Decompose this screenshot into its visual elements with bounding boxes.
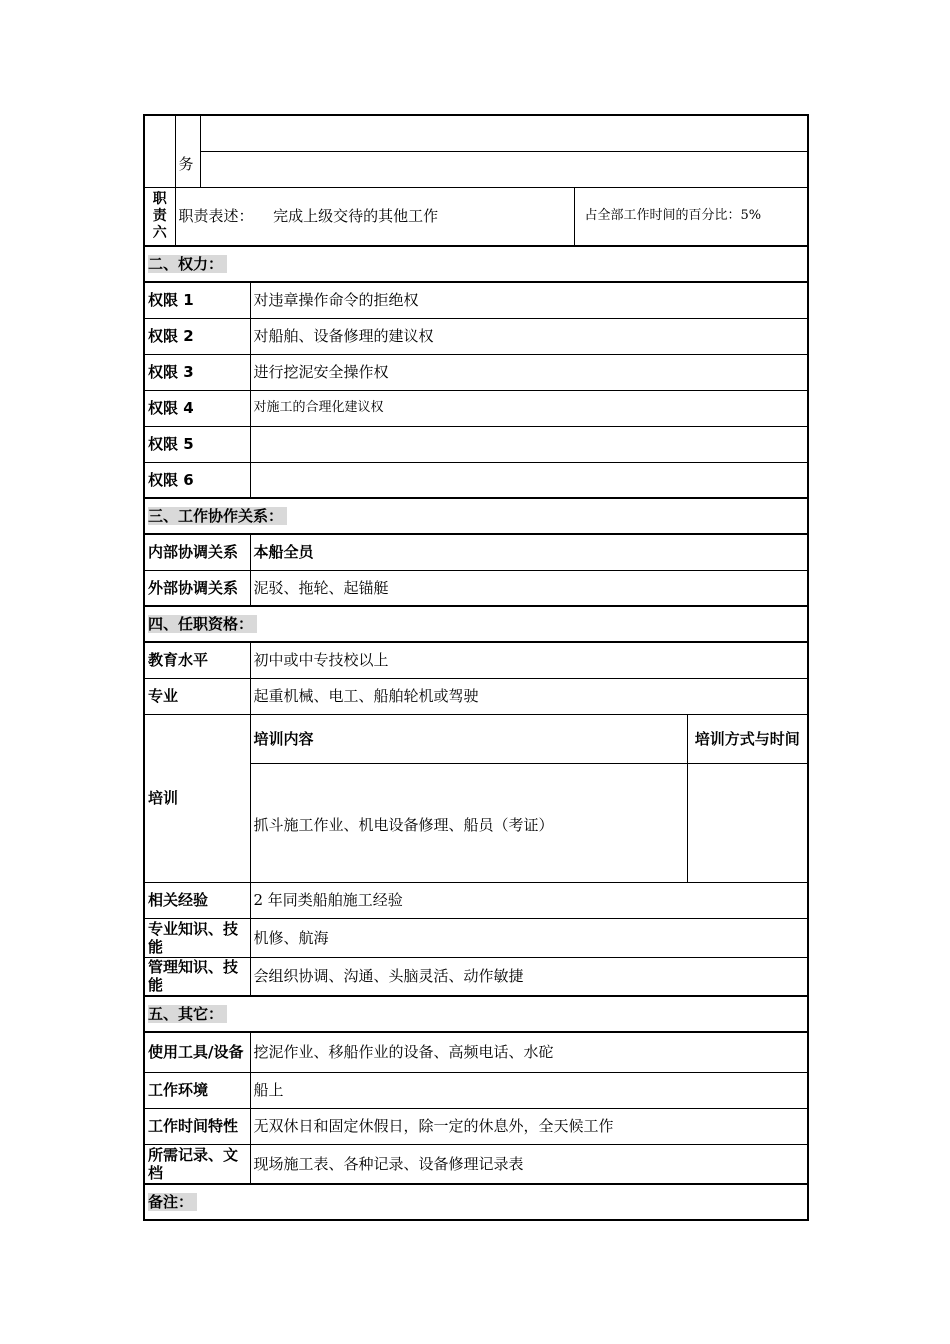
power-value-3: 进行挖泥安全操作权 [250,354,808,390]
time-value: 无双休日和固定休假日，除一定的休息外，全天候工作 [250,1108,808,1144]
experience-label: 相关经验 [144,882,250,918]
pro-skill-value: 机修、航海 [250,918,808,957]
power-table [143,245,809,607]
time-label: 工作时间特性 [144,1108,250,1144]
tools-value: 挖泥作业、移船作业的设备、高频电话、水砣 [250,1032,808,1072]
power-label-2: 权限 2 [144,318,250,354]
training-content-value: 抓斗施工作业、机电设备修理、船员（考证） [250,763,687,882]
job-description-sheet [143,114,807,1221]
external-relation-value: 泥驳、拖轮、起锚艇 [250,570,808,606]
internal-relation-label: 内部协调关系 [144,534,250,570]
experience-value: 2 年同类船舶施工经验 [250,882,808,918]
duty-line-1 [200,115,808,151]
duties-continuation-table [143,114,809,247]
duty6-desc-label: 职责表述： [178,207,254,226]
mgmt-skill-value: 会组织协调、沟通、头脑灵活、动作敏捷 [250,957,808,996]
duty-char-cell [175,115,200,187]
power-value-2: 对船舶、设备修理的建议权 [250,318,808,354]
other-section-title: 五、其它： [144,996,808,1032]
power-value-1: 对违章操作命令的拒绝权 [250,282,808,318]
qualification-section-title: 四、任职资格： [144,606,808,642]
duty-line-2 [200,151,808,187]
other-table [143,995,809,1221]
mgmt-skill-label: 管理知识、技能 [144,957,250,996]
power-label-6: 权限 6 [144,462,250,498]
power-label-4: 权限 4 [144,390,250,426]
duty-empty-cell [144,115,175,187]
duty6-description [175,187,574,246]
pro-skill-label: 专业知识、技能 [144,918,250,957]
power-label-3: 权限 3 [144,354,250,390]
power-value-4: 对施工的合理化建议权 [250,390,808,426]
education-value: 初中或中专技校以上 [250,642,808,678]
qualification-table [143,605,809,997]
training-content-header: 培训内容 [250,714,687,763]
power-label-5: 权限 5 [144,426,250,462]
major-value: 起重机械、电工、船舶轮机或驾驶 [250,678,808,714]
records-label: 所需记录、文档 [144,1144,250,1184]
records-value: 现场施工表、各种记录、设备修理记录表 [250,1144,808,1184]
training-method-header: 培训方式与时间 [687,714,808,763]
env-value: 船上 [250,1072,808,1108]
internal-relation-value: 本船全员 [250,534,808,570]
duty-char: 务 [178,154,194,173]
duty6-percent: 占全部工作时间的百分比：5% [574,187,808,246]
power-section-title: 二、权力： [144,246,808,282]
relations-section-title: 三、工作协作关系： [144,498,808,534]
external-relation-label: 外部协调关系 [144,570,250,606]
major-label: 专业 [144,678,250,714]
remarks-label: 备注： [144,1184,808,1220]
power-label-1: 权限 1 [144,282,250,318]
training-label: 培训 [144,714,250,882]
training-method-value [687,763,808,882]
duty6-label: 职责六 [144,187,175,246]
tools-label: 使用工具/设备 [144,1032,250,1072]
duty6-desc-value: 完成上级交待的其他工作 [273,207,439,226]
power-value-5 [250,426,808,462]
power-value-6 [250,462,808,498]
education-label: 教育水平 [144,642,250,678]
env-label: 工作环境 [144,1072,250,1108]
